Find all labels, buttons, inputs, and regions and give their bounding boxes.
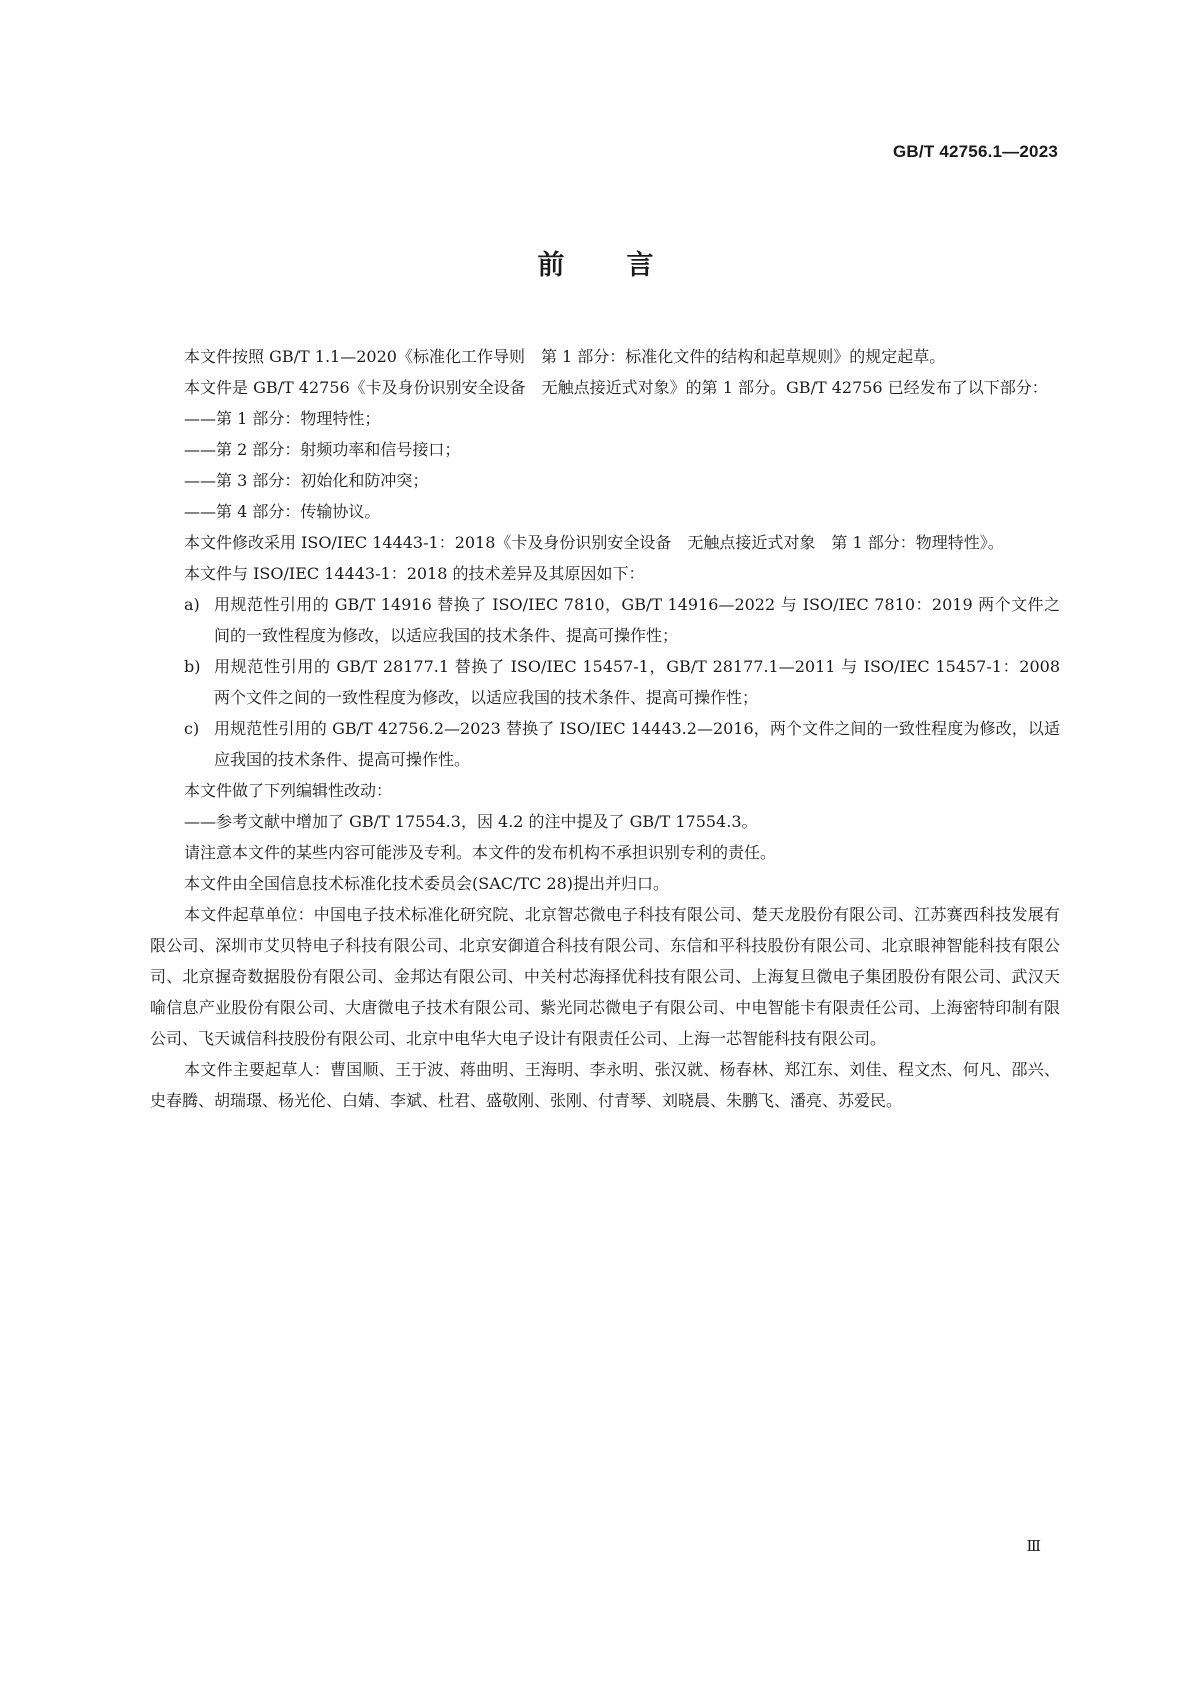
difference-item-a [150, 589, 1060, 651]
difference-item-b [150, 651, 1060, 713]
part-list-item: ——第 1 部分：物理特性； [184, 409, 381, 428]
list-marker: a) [184, 595, 200, 614]
paragraph-drafters: 本文件主要起草人：曹国顺、王于波、蒋曲明、王海明、李永明、张汉就、杨春林、郑江东、刘佳、程文杰、何凡、邵兴、史春腾、胡瑞璟、杨光伦、白婧、李斌、杜君、盛敬刚、张刚、付青琴、刘晓晨、朱鹏飞、潘亮、苏爱民。 [150, 1060, 1060, 1110]
difference-item-c [150, 713, 1060, 775]
page-title: 前言 [537, 250, 716, 281]
list-item-text: 用规范性引用的 GB/T 42756.2—2023 替换了 ISO/IEC 14443.2—2016，两个文件之间的一致性程度为修改，以适应我国的技术条件、提高可操作性。 [214, 719, 1060, 769]
paragraph-patent-notice: 请注意本文件的某些内容可能涉及专利。本文件的发布机构不承担识别专利的责任。 [184, 843, 777, 862]
editorial-change-item: ——参考文献中增加了 GB/T 17554.3，因 4.2 的注中提及了 GB/T 17554.3。 [184, 812, 758, 831]
part-list-item: ——第 3 部分：初始化和防冲突； [184, 471, 429, 490]
paragraph-differences-intro: 本文件与 ISO/IEC 14443-1：2018 的技术差异及其原因如下： [184, 564, 645, 583]
part-list-item: ——第 4 部分：传输协议。 [184, 502, 381, 521]
paragraph-committee: 本文件由全国信息技术标准化技术委员会(SAC/TC 28)提出并归口。 [184, 874, 669, 893]
list-marker: c) [184, 719, 200, 738]
paragraph-drafting-rules: 本文件按照 GB/T 1.1—2020《标准化工作导则 第 1 部分：标准化文件的结构和起草规则》的规定起草。 [184, 347, 946, 366]
part-list-item: ——第 2 部分：射频功率和信号接口； [184, 440, 461, 459]
list-item-text: 用规范性引用的 GB/T 14916 替换了 ISO/IEC 7810，GB/T 14916—2022 与 ISO/IEC 7810：2019 两个文件之间的一致性程度为修改，以适应我国的技术条件、提高可操作性； [214, 595, 1060, 645]
page-number: Ⅲ [1026, 1537, 1041, 1555]
paragraph-drafting-units: 本文件起草单位：中国电子技术标准化研究院、北京智芯微电子科技有限公司、楚天龙股份有限公司、江苏赛西科技发展有限公司、深圳市艾贝特电子科技有限公司、北京安御道合科技有限公司、东信和平科技股份有限公司、北京眼神智能科技有限公司、北京握奇数据股份有限公司、金邦达有限公司、中关村芯海择优科技有限公司、上海复旦微电子集团股份有限公司、武汉天喻信息产业股份有限公司、大唐微电子技术有限公司、紫光同芯微电子有限公司、中电智能卡有限责任公司、上海密特印制有限公司、飞天诚信科技股份有限公司、北京中电华大电子设计有限责任公司、上海一芯智能科技有限公司。 [150, 905, 1060, 1048]
standard-code: GB/T 42756.1—2023 [893, 142, 1058, 161]
paragraph-adoption: 本文件修改采用 ISO/IEC 14443-1：2018《卡及身份识别安全设备 无触点接近式对象 第 1 部分：物理特性》。 [184, 533, 1004, 552]
foreword-body [150, 341, 1060, 1116]
paragraph-editorial-intro: 本文件做了下列编辑性改动： [184, 781, 393, 800]
list-marker: b) [184, 657, 201, 676]
list-item-text: 用规范性引用的 GB/T 28177.1 替换了 ISO/IEC 15457-1，GB/T 28177.1—2011 与 ISO/IEC 15457-1：2008 两个文件之间的一致性程度为修改，以适应我国的技术条件、提高可操作性； [214, 657, 1060, 707]
paragraph-series-intro: 本文件是 GB/T 42756《卡及身份识别安全设备 无触点接近式对象》的第 1 部分。GB/T 42756 已经发布了以下部分： [184, 378, 1048, 397]
